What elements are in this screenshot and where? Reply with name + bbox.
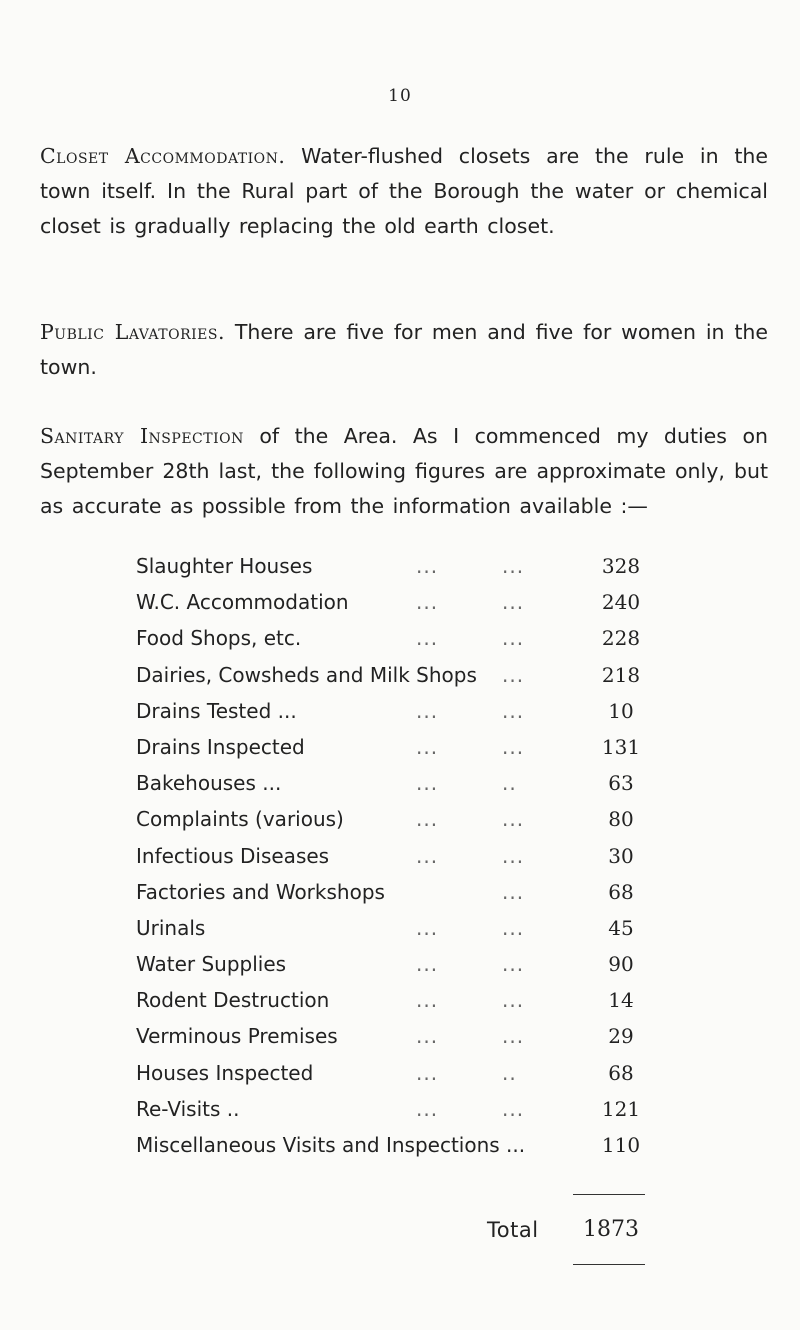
row-label: Re-Visits .. xyxy=(136,1096,240,1121)
row-value: 90 xyxy=(608,952,634,977)
leader-dots: ... xyxy=(502,843,525,868)
leader-dots: ... xyxy=(416,807,439,832)
table-row xyxy=(136,801,656,837)
row-value: 30 xyxy=(608,843,634,868)
table-row xyxy=(136,946,656,982)
row-value: 68 xyxy=(608,1060,634,1085)
paragraph-text: There are five for men and five for women in the town. xyxy=(40,319,768,379)
row-value: 228 xyxy=(601,626,641,651)
row-label: Complaints (various) xyxy=(136,807,344,832)
row-value: 110 xyxy=(601,1133,641,1157)
row-value: 328 xyxy=(601,554,641,578)
paragraph-text: of the Area. As I commenced my duties on September 28th last, the following figures are approximate only, but as accurate as possible from the information available :— xyxy=(40,423,768,518)
row-value: 14 xyxy=(608,988,634,1013)
inspection-table xyxy=(136,548,656,1163)
row-value: 218 xyxy=(601,662,641,687)
leader-dots: ... xyxy=(416,1096,439,1121)
row-label: Rodent Destruction xyxy=(136,988,330,1013)
row-label: Factories and Workshops xyxy=(136,879,385,904)
leader-dots: ... xyxy=(416,988,439,1013)
row-label: Verminous Premises xyxy=(136,1024,338,1049)
row-label: Dairies, Cowsheds and Milk Shops xyxy=(136,662,477,687)
table-row xyxy=(136,1091,656,1127)
table-row xyxy=(136,584,656,620)
row-value: 29 xyxy=(608,1024,634,1049)
leader-dots: ... xyxy=(502,952,525,977)
row-value: 240 xyxy=(601,590,641,615)
row-label: Houses Inspected xyxy=(136,1060,314,1085)
section-heading-closet-accommodation: Closet Accommodation. xyxy=(40,143,286,168)
leader-dots: ... xyxy=(502,698,525,723)
leader-dots: ... xyxy=(416,1060,439,1085)
paragraph-text: Water-flushed closets are the rule in the town itself. In the Rural part of the Borough the water or chemical closet is gradually replacing the old earth closet. xyxy=(40,143,768,238)
leader-dots: ... xyxy=(416,590,439,615)
row-value: 121 xyxy=(601,1096,641,1121)
row-label: Drains Inspected xyxy=(136,734,305,759)
row-value: 10 xyxy=(608,698,634,723)
leader-dots: ... xyxy=(502,807,525,832)
paragraph-public-lavatories xyxy=(40,315,768,385)
total-value: 1873 xyxy=(583,1217,639,1242)
row-label: Food Shops, etc. xyxy=(136,626,302,651)
table-row xyxy=(136,874,656,910)
leader-dots: ... xyxy=(502,1024,525,1049)
table-row xyxy=(136,1055,656,1091)
leader-dots: ... xyxy=(416,734,439,759)
leader-dots: ... xyxy=(416,698,439,723)
leader-dots: ... xyxy=(502,915,525,940)
total-rule-top xyxy=(573,1194,645,1195)
paragraph-sanitary-inspection xyxy=(40,419,768,524)
page-number: 10 xyxy=(388,86,412,106)
table-row xyxy=(136,620,656,656)
table-row xyxy=(136,838,656,874)
leader-dots: ... xyxy=(502,662,525,687)
total-rule-bottom xyxy=(573,1264,645,1265)
table-row xyxy=(136,657,656,693)
table-row xyxy=(136,982,656,1018)
leader-dots: ... xyxy=(416,771,439,796)
row-label: Bakehouses ... xyxy=(136,771,282,796)
leader-dots: ... xyxy=(416,915,439,940)
leader-dots: ... xyxy=(502,988,525,1013)
table-row xyxy=(136,765,656,801)
row-label: Urinals xyxy=(136,915,206,940)
row-value: 45 xyxy=(608,915,634,940)
table-row xyxy=(136,1018,656,1054)
row-label: Slaughter Houses xyxy=(136,554,313,578)
total-label: Total xyxy=(487,1218,539,1242)
row-label: Water Supplies xyxy=(136,952,287,977)
row-label: W.C. Accommodation xyxy=(136,590,349,615)
row-value: 80 xyxy=(608,807,634,832)
row-value: 131 xyxy=(601,734,641,759)
leader-dots: ... xyxy=(502,626,525,651)
leader-dots: ... xyxy=(416,1024,439,1049)
section-heading-public-lavatories: Public Lavatories. xyxy=(40,319,225,344)
paragraph-closet-accommodation xyxy=(40,139,768,244)
leader-dots: ... xyxy=(502,1096,525,1121)
row-value: 63 xyxy=(608,771,634,796)
leader-dots: ... xyxy=(416,626,439,651)
leader-dots: ... xyxy=(416,843,439,868)
table-row xyxy=(136,910,656,946)
table-row xyxy=(136,693,656,729)
row-label: Miscellaneous Visits and Inspections ... xyxy=(136,1133,526,1157)
row-label: Drains Tested ... xyxy=(136,698,297,723)
leader-dots: .. xyxy=(502,771,517,796)
leader-dots: ... xyxy=(502,590,525,615)
table-row xyxy=(136,729,656,765)
row-label: Infectious Diseases xyxy=(136,843,330,868)
row-value: 68 xyxy=(608,879,634,904)
section-heading-sanitary-inspection: Sanitary Inspection xyxy=(40,423,244,448)
table-row xyxy=(136,1127,656,1163)
leader-dots: ... xyxy=(416,952,439,977)
leader-dots: .. xyxy=(502,1060,517,1085)
leader-dots: ... xyxy=(502,879,525,904)
leader-dots: ... xyxy=(416,554,439,578)
leader-dots: ... xyxy=(502,554,525,578)
total-row xyxy=(0,1210,800,1250)
table-row xyxy=(136,548,656,584)
leader-dots: ... xyxy=(502,734,525,759)
